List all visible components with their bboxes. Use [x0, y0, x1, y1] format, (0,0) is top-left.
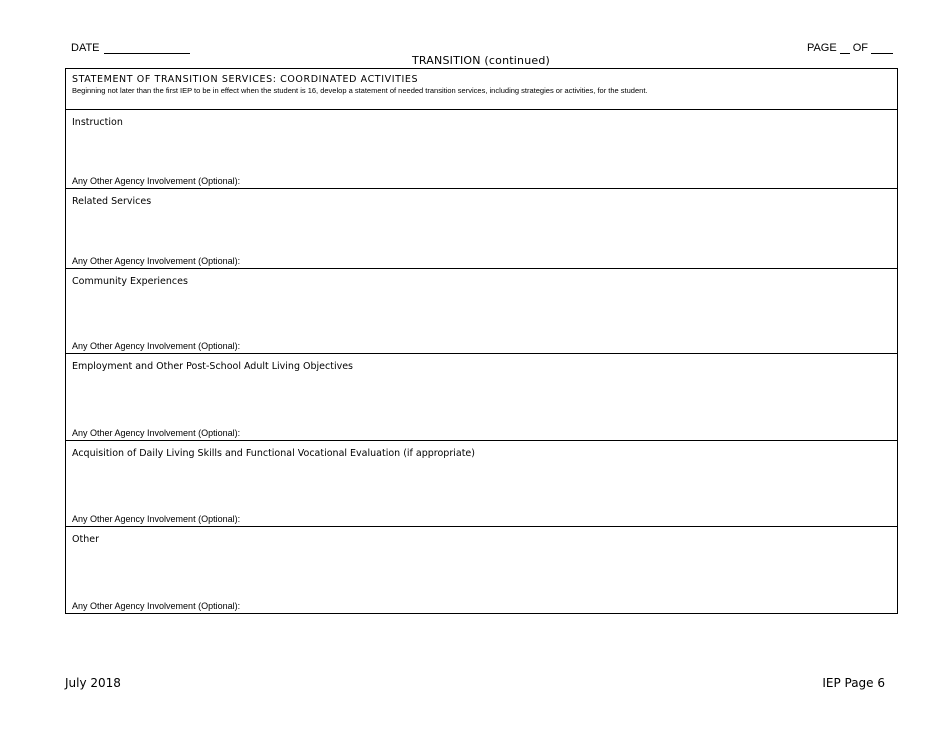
agency-involvement-label: Any Other Agency Involvement (Optional):: [72, 256, 241, 266]
date-label: DATE: [71, 42, 100, 54]
agency-involvement-label: Any Other Agency Involvement (Optional):: [72, 601, 241, 611]
section-label: Related Services: [72, 196, 152, 207]
agency-involvement-label: Any Other Agency Involvement (Optional):: [72, 341, 241, 351]
section-label: Employment and Other Post-School Adult Living Objectives: [72, 361, 354, 372]
section-label: Community Experiences: [72, 276, 188, 287]
section-row-other[interactable]: [66, 527, 897, 613]
date-field: [71, 42, 190, 54]
section-row-instruction[interactable]: [66, 110, 897, 189]
page-label: PAGE: [806, 42, 837, 54]
date-blank[interactable]: [104, 42, 190, 54]
page-number-blank[interactable]: [840, 42, 850, 54]
section-row-daily-living-skills[interactable]: [66, 441, 897, 527]
form-title: TRANSITION (continued): [411, 54, 551, 67]
footer-date: July 2018: [65, 676, 121, 690]
section-row-employment[interactable]: [66, 354, 897, 441]
section-row-related-services[interactable]: [66, 189, 897, 269]
agency-involvement-label: Any Other Agency Involvement (Optional):: [72, 514, 241, 524]
page-total-blank[interactable]: [871, 42, 893, 54]
section-label: Other: [72, 534, 99, 545]
statement-header-row: [66, 69, 897, 110]
transition-services-table: [65, 68, 898, 614]
section-row-community-experiences[interactable]: [66, 269, 897, 354]
statement-title: STATEMENT OF TRANSITION SERVICES: COORDINATED ACTIVITIES: [72, 74, 419, 85]
page-number-field: [807, 42, 893, 54]
footer-page-number: IEP Page 6: [822, 676, 885, 690]
agency-involvement-label: Any Other Agency Involvement (Optional):: [72, 428, 241, 438]
section-label: Acquisition of Daily Living Skills and Functional Vocational Evaluation (if appropriate): [72, 448, 475, 459]
of-label: OF: [852, 42, 868, 54]
statement-subtitle: Beginning not later than the first IEP to be in effect when the student is 16, develop a statement of needed transition services, including strategies or activities, for the student.: [72, 86, 648, 95]
section-label: Instruction: [72, 117, 123, 128]
agency-involvement-label: Any Other Agency Involvement (Optional):: [72, 176, 241, 186]
